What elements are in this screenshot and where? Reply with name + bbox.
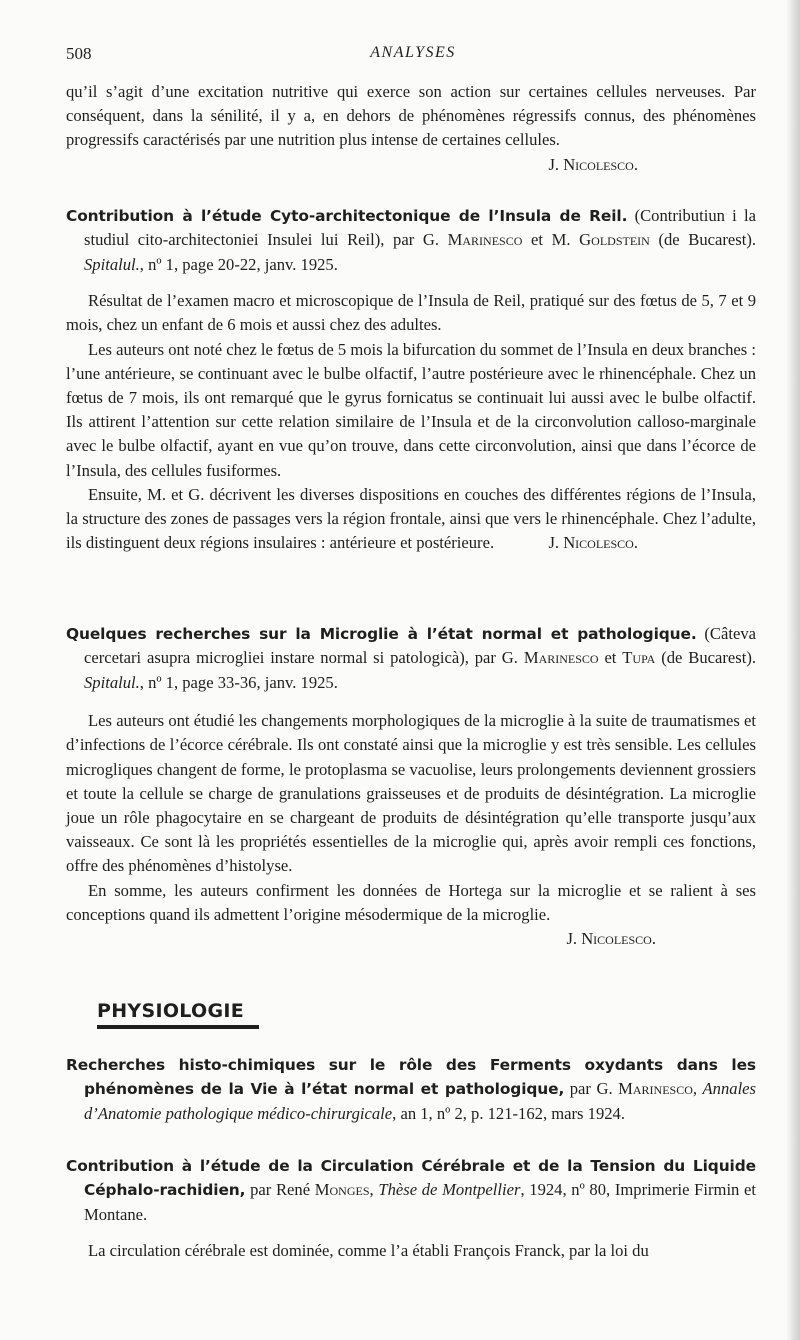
running-head: ANALYSES	[370, 44, 456, 61]
citation-text: par G.	[564, 1079, 619, 1099]
entry-heading	[66, 1154, 756, 1227]
citation-text: (Câteva cercetari asupra microgliei instare normal si patologicà), par G.	[84, 624, 756, 668]
signature: J. Nicolesco.	[566, 929, 656, 949]
author-name: Tupa	[622, 648, 656, 668]
entry-heading	[66, 204, 756, 277]
citation-text: , nº 1, page 33-36, janv. 1925.	[139, 672, 338, 692]
entry-title: Contribution à l’étude Cyto-architectonique de l’Insula de Reil.	[66, 207, 628, 225]
entry-heading	[66, 1053, 756, 1126]
entry-insula	[66, 204, 756, 555]
entry-title: Quelques recherches sur la Microglie à l’état normal et pathologique.	[66, 625, 697, 643]
intro-text: qu’il s’agit d’une excitation nutritive qui exerce son action sur certaines cellules nerveuses. Par conséquent, dans la sénilité, il y a, en dehors de phénomènes régressifs connus, des phénomènes progressifs caractérisés par une nutrition plus intense de certaines cellules.	[66, 82, 756, 150]
abstract-paragraph: Les auteurs ont noté chez le fœtus de 5 mois la bifurcation du sommet de l’Insula en deux branches : l’une antérieure, se continuant avec le bulbe olfactif, l’autre postérieure avec le rhinencéphale. Chez un fœtus de 7 mois, ils ont remarqué que le gyrus fornicatus se continuait lui aussi avec le bulbe olfactif. Ils attirent l’attention sur cette relation similaire de l’Insula et de la circonvolution calloso-marginale avec le bulbe olfactif, ayant en vue qu’on trouve, dans cette circonvolution, ainsi que dans l’écorce de l’Insula, des cellules fusiformes.	[66, 339, 756, 480]
entry-circulation	[66, 1154, 756, 1263]
author-name: Marinesco	[523, 648, 599, 668]
journal-name: Spitalul.	[84, 254, 140, 274]
citation-text: , nº 1, page 20-22, janv. 1925.	[139, 254, 338, 274]
intro-paragraph	[66, 80, 756, 174]
abstract-paragraph: La circulation cérébrale est dominée, comme l’a établi François Franck, par la loi du	[88, 1241, 649, 1261]
citation-text: , an 1, nº 2, p. 121-162, mars 1924.	[392, 1103, 625, 1123]
citation-text: et	[598, 648, 623, 668]
citation-text: ,	[369, 1180, 379, 1200]
journal-name: Thèse de Montpellier	[378, 1180, 521, 1200]
abstract-paragraph: En somme, les auteurs confirment les données de Hortega sur la microglie et se ralient à ses conceptions quand ils admettent l’origine mésodermique de la microglie.	[66, 880, 756, 924]
citation-text: (de Bucarest).	[655, 648, 756, 668]
journal-name: Spitalul.	[84, 672, 140, 692]
entry-title: Contribution à l’étude de la Circulation Cérébrale et de la Tension du Liquide Céphalo-rachidien,	[66, 1157, 756, 1200]
author-name: Monges	[314, 1180, 370, 1200]
intro-signature: J. Nicolesco.	[548, 154, 638, 174]
author-name: Marinesco	[447, 230, 523, 250]
page-edge-shadow	[786, 0, 800, 1340]
abstract-paragraph: Les auteurs ont étudié les changements morphologiques de la microglie à la suite de traumatismes et d’infections de l’écorce cérébrale. Ils ont constaté ainsi que la microglie y est très sensible. Les cellules microgliques changent de forme, le protoplasma se vacuolise, leurs prolongements deviennent grossiers et toute la cellule se charge de granulations graisseuses et de produits de désintégration. La microglie joue un rôle phagocytaire en se chargeant de produits de désintégration qu’elle transporte jusqu’aux vaisseaux. Ce sont là les propriétés essentielles de la microglie qui, après avoir rempli ces fonctions, offre des phénomènes d’histolyse.	[66, 711, 756, 876]
author-name: Goldstein	[579, 230, 650, 250]
section-title: PHYSIOLOGIE	[97, 1000, 245, 1022]
entry-microglie	[66, 622, 756, 951]
citation-text: (de Bucarest).	[649, 230, 757, 250]
intro-block	[66, 80, 756, 177]
section-rule	[97, 1025, 259, 1029]
abstract-text: Ensuite, M. et G. décrivent les diverses dispositions en couches des différentes régions de l’Insula, la structure des zones de passages vers la région frontale, ainsi que vers le rhinencéphale. Chez l’adulte, ils distinguent deux régions insulaires : antérieure et postérieure.	[66, 484, 756, 553]
page-number: 508	[66, 44, 92, 63]
abstract-paragraph	[66, 483, 756, 556]
entry-heading	[66, 622, 756, 695]
page-header	[66, 40, 760, 66]
signature: J. Nicolesco.	[548, 533, 638, 553]
citation-text: (Contributiun i la studiul cito-architectoniei Insulei lui Reil), par G.	[84, 206, 756, 250]
citation-text: ,	[692, 1079, 703, 1099]
abstract-paragraph: Résultat de l’examen macro et microscopique de l’Insula de Reil, pratiqué sur des fœtus de 5, 7 et 9 mois, chez un enfant de 6 mois et aussi chez des adultes.	[66, 291, 756, 335]
journal-name: Annales d’Anatomie pathologique médico-chirurgicale	[84, 1079, 757, 1123]
entry-ferments	[66, 1053, 756, 1126]
citation-text: par René	[245, 1180, 315, 1200]
citation-text: et M.	[522, 230, 580, 250]
entry-title: Recherches histo-chimiques sur le rôle des Ferments oxydants dans les phénomènes de la Vie à l’état normal et pathologique,	[66, 1056, 756, 1099]
citation-text: , 1924, nº 80, Imprimerie Firmin et Montane.	[84, 1180, 757, 1224]
author-name: Marinesco	[618, 1079, 693, 1099]
